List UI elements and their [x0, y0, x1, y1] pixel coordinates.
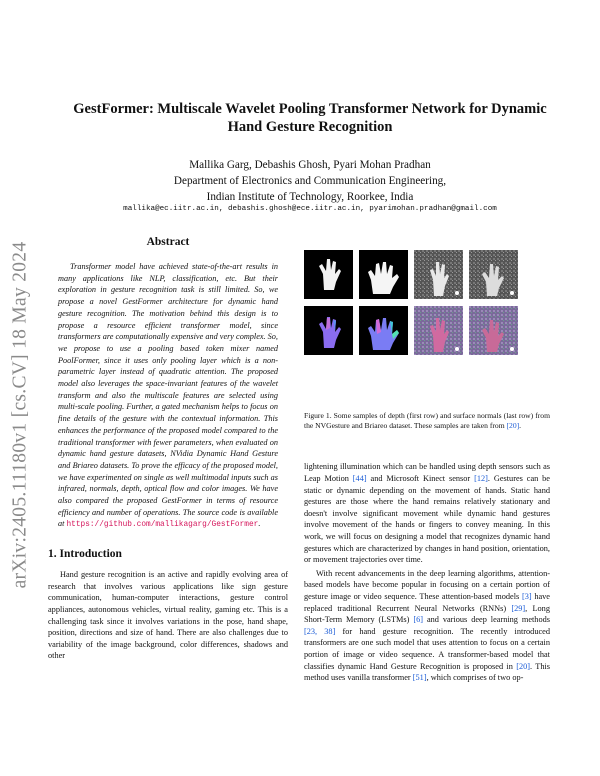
abstract-end: . [258, 519, 261, 529]
citation-link[interactable]: [51] [412, 673, 427, 683]
text-run: and Microsoft Kinect sensor [366, 474, 475, 483]
intro-paragraph: Hand gesture recognition is an active and rapidly evolving area of research that involves various applications like sign gesture communication, human-computer interactions, gesture control appliances, autonomous vehicles, virtual reality, gaming etc. This is a challenging task since it involves variations in the pose, hand shape, position, directions and size of hand. There are also challenges due to variability of the image background, color differences, shadows and other [48, 570, 288, 661]
normals-sample-3 [414, 306, 463, 355]
author-institute: Indian Institute of Technology, Roorkee, India [206, 191, 414, 203]
caption-end: . [519, 421, 522, 431]
right-column [304, 250, 550, 684]
text-run: and various deep learning methods [423, 615, 550, 625]
depth-sample-2 [359, 250, 408, 299]
right-paragraph-1 [304, 461, 550, 565]
citation-link[interactable]: [12] [474, 474, 488, 483]
caption-text: Figure 1. Some samples of depth (first row) and surface normals (last row) from the NVGesture and Briareo dataset. These samples are taken from [304, 411, 550, 431]
citation-link[interactable]: [20] [516, 661, 531, 671]
section-heading-introduction: 1. Introduction [48, 548, 122, 561]
citation-link[interactable]: [23, 38] [304, 626, 336, 636]
citation-link[interactable]: [20] [506, 421, 520, 431]
author-names: Mallika Garg, Debashis Ghosh, Pyari Mohan Pradhan [189, 159, 431, 171]
author-block [60, 157, 560, 205]
arxiv-stamp [6, 200, 34, 630]
normals-sample-2 [359, 306, 408, 355]
depth-sample-1 [304, 250, 353, 299]
abstract-heading: Abstract [146, 236, 190, 248]
text-run: . This method uses vanilla transformer [304, 661, 550, 683]
text-run: . Gestures can be static or dynamic depending on the movement of hands. Static hand gestures are those where the hand remains relatively stationary and doesn't involve significant movement while dynamic hand gestures involve movement of the hands or fingers to convey meaning. In this work, we will focus on designing a model that recognizes dynamic hand gestures which are characterized by changes in hand position, orientation, or movement trajectories over time. [304, 474, 550, 565]
author-emails: mallika@ec.iitr.ac.in, debashis.ghosh@ece.iitr.ac.in, pyarimohan.pradhan@gmail.com [123, 205, 497, 213]
normals-sample-4 [469, 306, 518, 355]
citation-link[interactable]: [3] [521, 591, 532, 601]
text-run: , which comprises of two op- [426, 673, 524, 683]
text-run: for hand gesture recognition. The recently introduced transformers are one such model that uses attention to focus on a certain portion of image or video sequence. A transformer-based model that classifies dynamic Hand Gesture Recognition is proposed in [304, 626, 550, 671]
arxiv-stamp-text: arXiv:2405.11180v1 [cs.CV] 18 May 2024 [9, 241, 30, 589]
text-run: have replaced traditional Recurrent Neural Networks (RNNs) [304, 591, 550, 613]
author-department: Department of Electronics and Communication Engineering, [173, 175, 447, 187]
left-column [48, 236, 288, 662]
citation-link[interactable]: [29] [511, 603, 526, 613]
paper-title: GestFormer: Multiscale Wavelet Pooling Transformer Network for Dynamic Hand Gesture Recognition [73, 101, 547, 135]
right-paragraph-2 [304, 568, 550, 684]
source-code-link[interactable]: https://github.com/mallikagarg/GestFormer [66, 521, 259, 530]
citation-link[interactable]: [44] [352, 474, 367, 483]
figure-1-grid [304, 250, 550, 355]
citation-link[interactable]: [6] [413, 615, 424, 625]
figure-1-caption [304, 411, 550, 431]
depth-sample-3 [414, 250, 463, 299]
text-run: With recent advancements in the deep learning algorithms, attention-based models have become popular in focusing on a certain portion of gesture image or video sequence. These attention-based models [304, 568, 550, 601]
normals-sample-1 [304, 306, 353, 355]
depth-sample-4 [469, 250, 518, 299]
abstract-body: Transformer model have achieved state-of-the-art results in many applications like NLP, classification, etc. But their exploration in gesture recognition task is still limited. So, we propose a novel GestFormer architecture for dynamic hand gesture recognition. The motivation behind this design is to propose a resource efficient transformer model, since transformers are computationally expensive and very complex. So, we propose to use a pooling based token mixer named PoolFormer, since it uses only pooling layer which is a non-parametric layer instead of quadratic attention. The proposed model also leverages the space-invariant features of the wavelet transform and also the multiscale features are selected using multi-scale pooling. Further, a gated mechanism helps to focus on fine details of the gesture with the contextual information. This enhances the performance of the proposed model compared to the traditional transformer with fewer parameters, when evaluated on dynamic hand gesture datasets, NVidia Dynamic Hand Gesture and Briareo datasets. To prove the efficacy of the proposed model, we have experimented on single as well multimodal inputs such as infrared, normals, depth, optical flow and color images. We have also compared the proposed GestFormer in terms of resource efficiency and number of operations. The source code is available at [58, 262, 278, 529]
text-run: , Long Short-Term Memory (LSTMs) [304, 603, 550, 625]
text-run: lightening illumination which can be handled using depth sensors such as Leap Motion [304, 462, 550, 483]
abstract-text [58, 261, 278, 532]
